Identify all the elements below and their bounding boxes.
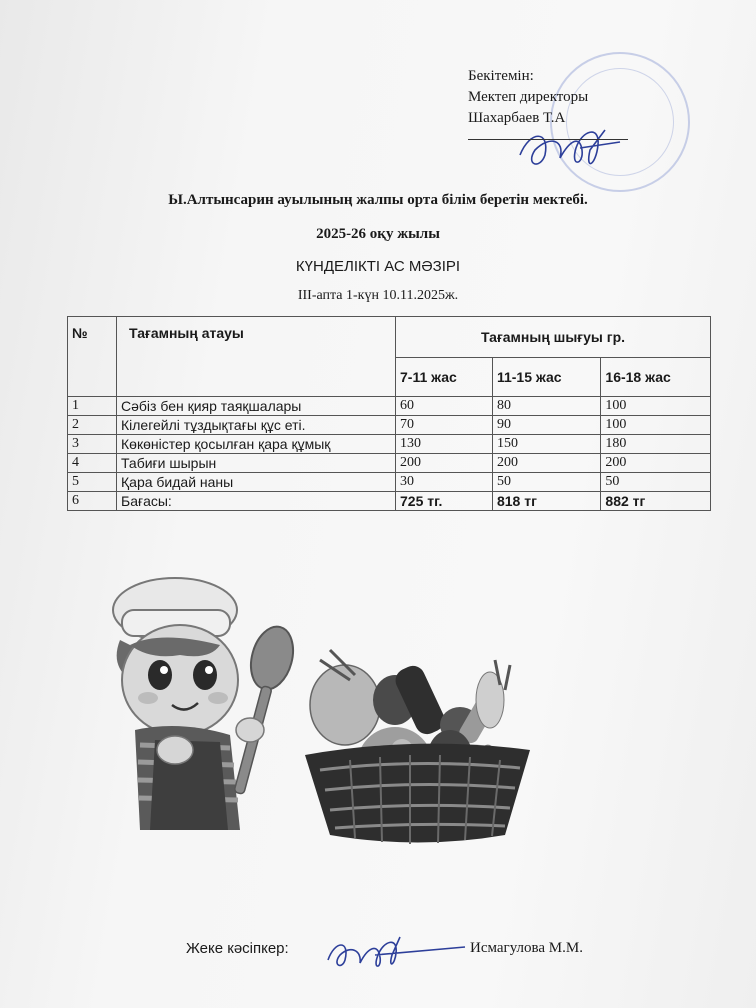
dish-name: Қара бидай наны (117, 473, 396, 492)
portion-16-18: 50 (601, 473, 711, 492)
table-row (68, 416, 711, 435)
portion-16-18: 100 (601, 397, 711, 416)
row-number: 2 (68, 416, 117, 435)
header-output: Тағамның шығуы гр. (396, 317, 711, 358)
table-row (68, 435, 711, 454)
approval-line-1: Бекітемін: (468, 68, 534, 84)
entrepreneur-label: Жеке кәсіпкер: (186, 940, 289, 957)
row-number: 6 (68, 492, 117, 511)
portion-7-11: 70 (396, 416, 493, 435)
row-number: 4 (68, 454, 117, 473)
portion-7-11: 130 (396, 435, 493, 454)
portion-11-15: 200 (492, 454, 600, 473)
price-16-18: 882 тг (601, 492, 711, 511)
row-number: 3 (68, 435, 117, 454)
approval-line-2: Мектеп директоры (468, 89, 589, 105)
price-7-11: 725 тг. (396, 492, 493, 511)
week-day-date: ІІІ-апта 1-күн 10.11.2025ж. (297, 288, 459, 303)
header-age-3: 16-18 жас (601, 358, 711, 397)
menu-table (67, 316, 711, 511)
portion-11-15: 90 (492, 416, 600, 435)
table-row (68, 397, 711, 416)
chef-boy-illustration (100, 570, 300, 840)
academic-year: 2025-26 оқу жылы (316, 226, 440, 242)
page-title: КҮНДЕЛІКТІ АС МӘЗІРІ (295, 258, 461, 275)
portion-16-18: 180 (601, 435, 711, 454)
approval-line-3: Шахарбаев Т.А (468, 110, 566, 126)
dish-name: Кілегейлі тұздықтағы құс еті. (117, 416, 396, 435)
dish-name: Көкөністер қосылған қара құмық (117, 435, 396, 454)
dish-name: Табиғи шырын (117, 454, 396, 473)
dish-name: Сәбіз бен қияр таяқшалары (117, 397, 396, 416)
portion-7-11: 30 (396, 473, 493, 492)
vegetable-basket-illustration (300, 640, 535, 850)
header-dish-name: Тағамның атауы (117, 317, 396, 397)
entrepreneur-signature (320, 925, 470, 975)
portion-11-15: 50 (492, 473, 600, 492)
header-age-2: 11-15 жас (492, 358, 600, 397)
header-age-1: 7-11 жас (396, 358, 493, 397)
price-label: Бағасы: (117, 492, 396, 511)
table-row-price (68, 492, 711, 511)
row-number: 1 (68, 397, 117, 416)
table-row (68, 473, 711, 492)
portion-16-18: 200 (601, 454, 711, 473)
signature-line (468, 129, 628, 140)
price-11-15: 818 тг (492, 492, 600, 511)
portion-7-11: 60 (396, 397, 493, 416)
portion-16-18: 100 (601, 416, 711, 435)
entrepreneur-name: Исмагулова М.М. (470, 940, 583, 956)
table-row (68, 454, 711, 473)
row-number: 5 (68, 473, 117, 492)
approval-block (468, 66, 628, 140)
header-number: № (68, 317, 117, 397)
portion-7-11: 200 (396, 454, 493, 473)
school-name: Ы.Алтынсарин ауылының жалпы орта білім беретін мектебі. (168, 192, 588, 208)
portion-11-15: 80 (492, 397, 600, 416)
portion-11-15: 150 (492, 435, 600, 454)
